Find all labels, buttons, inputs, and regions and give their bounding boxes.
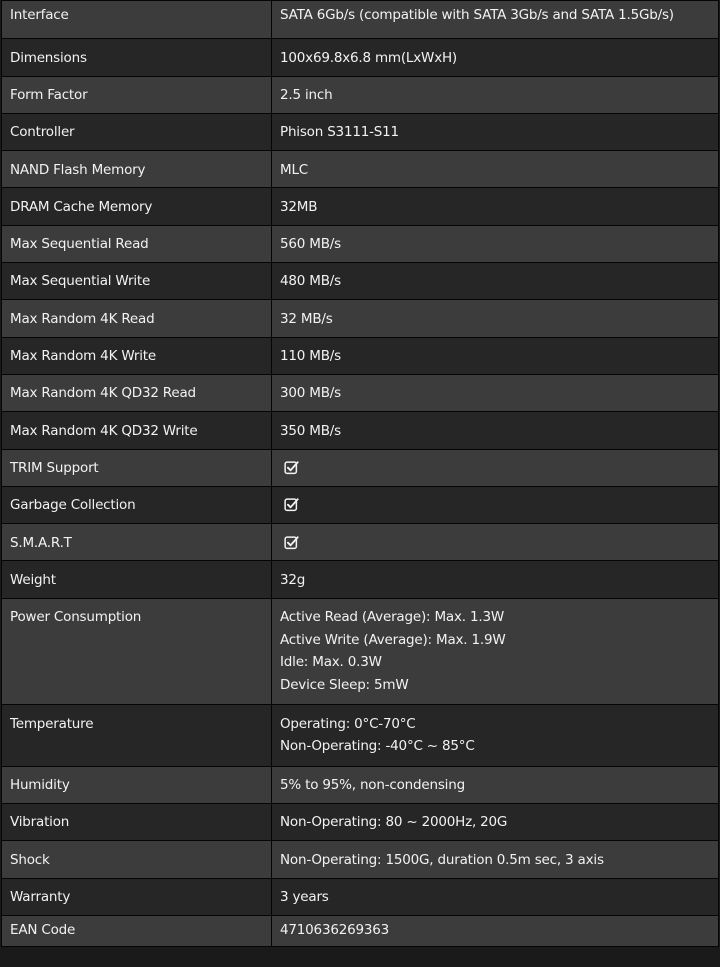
spec-value: 4710636269363 [272, 915, 719, 946]
spec-value: 560 MB/s [272, 225, 719, 262]
spec-label: DRAM Cache Memory [2, 188, 272, 225]
table-row [2, 486, 719, 523]
spec-value [272, 598, 719, 705]
spec-value: 5% to 95%, non-condensing [272, 766, 719, 803]
table-row [2, 151, 719, 188]
spec-label: EAN Code [2, 915, 272, 946]
checkbox-checked-icon [284, 497, 299, 512]
spec-label: Humidity [2, 766, 272, 803]
spec-value: 100x69.8x6.8 mm(LxWxH) [272, 39, 719, 76]
spec-value: Non-Operating: 80 ~ 2000Hz, 20G [272, 804, 719, 841]
spec-label: Form Factor [2, 76, 272, 113]
table-row [2, 337, 719, 374]
spec-value: SATA 6Gb/s (compatible with SATA 3Gb/s and SATA 1.5Gb/s) [272, 1, 719, 39]
spec-value: 2.5 inch [272, 76, 719, 113]
spec-value [272, 486, 719, 523]
table-row [2, 449, 719, 486]
spec-label: Max Random 4K QD32 Read [2, 374, 272, 411]
spec-label: Temperature [2, 705, 272, 766]
checkbox-checked-icon [284, 460, 299, 475]
table-row [2, 188, 719, 225]
spec-table [1, 0, 719, 947]
table-row [2, 76, 719, 113]
spec-value-line: Non-Operating: -40°C ~ 85°C [280, 738, 475, 755]
spec-value: 110 MB/s [272, 337, 719, 374]
spec-label: Warranty [2, 878, 272, 915]
spec-value: Non-Operating: 1500G, duration 0.5m sec, 3 axis [272, 841, 719, 878]
table-row [2, 412, 719, 449]
spec-value: 32 MB/s [272, 300, 719, 337]
table-row [2, 113, 719, 150]
spec-value: MLC [272, 151, 719, 188]
spec-label: Max Sequential Read [2, 225, 272, 262]
spec-label: Garbage Collection [2, 486, 272, 523]
table-row [2, 705, 719, 766]
spec-value: 300 MB/s [272, 374, 719, 411]
table-row [2, 915, 719, 946]
spec-label: Power Consumption [2, 598, 272, 705]
spec-label: Interface [2, 1, 272, 39]
spec-value-line: Active Write (Average): Max. 1.9W [280, 631, 506, 648]
table-row [2, 766, 719, 803]
table-row [2, 374, 719, 411]
spec-value-line: Idle: Max. 0.3W [280, 654, 382, 671]
spec-label: Max Random 4K QD32 Write [2, 412, 272, 449]
table-row [2, 598, 719, 705]
spec-value: 32MB [272, 188, 719, 225]
spec-label: TRIM Support [2, 449, 272, 486]
spec-label: Max Sequential Write [2, 263, 272, 300]
table-row [2, 804, 719, 841]
spec-label: Max Random 4K Write [2, 337, 272, 374]
spec-value: 480 MB/s [272, 263, 719, 300]
table-row [2, 263, 719, 300]
table-row [2, 39, 719, 76]
spec-value-line: Operating: 0°C-70°C [280, 715, 416, 732]
spec-label: Vibration [2, 804, 272, 841]
spec-value-line: Active Read (Average): Max. 1.3W [280, 609, 504, 626]
table-row [2, 841, 719, 878]
spec-value: 32g [272, 561, 719, 598]
table-row [2, 561, 719, 598]
spec-value [272, 524, 719, 561]
spec-label: Dimensions [2, 39, 272, 76]
spec-value-line: Device Sleep: 5mW [280, 676, 409, 693]
spec-value: 350 MB/s [272, 412, 719, 449]
spec-label: Controller [2, 113, 272, 150]
spec-value [272, 705, 719, 766]
checkbox-checked-icon [284, 535, 299, 550]
table-row [2, 1, 719, 39]
spec-label: Max Random 4K Read [2, 300, 272, 337]
spec-value: 3 years [272, 878, 719, 915]
table-row [2, 878, 719, 915]
spec-value: Phison S3111-S11 [272, 113, 719, 150]
spec-value [272, 449, 719, 486]
spec-label: Weight [2, 561, 272, 598]
table-row [2, 300, 719, 337]
table-row [2, 225, 719, 262]
spec-label: NAND Flash Memory [2, 151, 272, 188]
table-row [2, 524, 719, 561]
spec-label: Shock [2, 841, 272, 878]
spec-label: S.M.A.R.T [2, 524, 272, 561]
